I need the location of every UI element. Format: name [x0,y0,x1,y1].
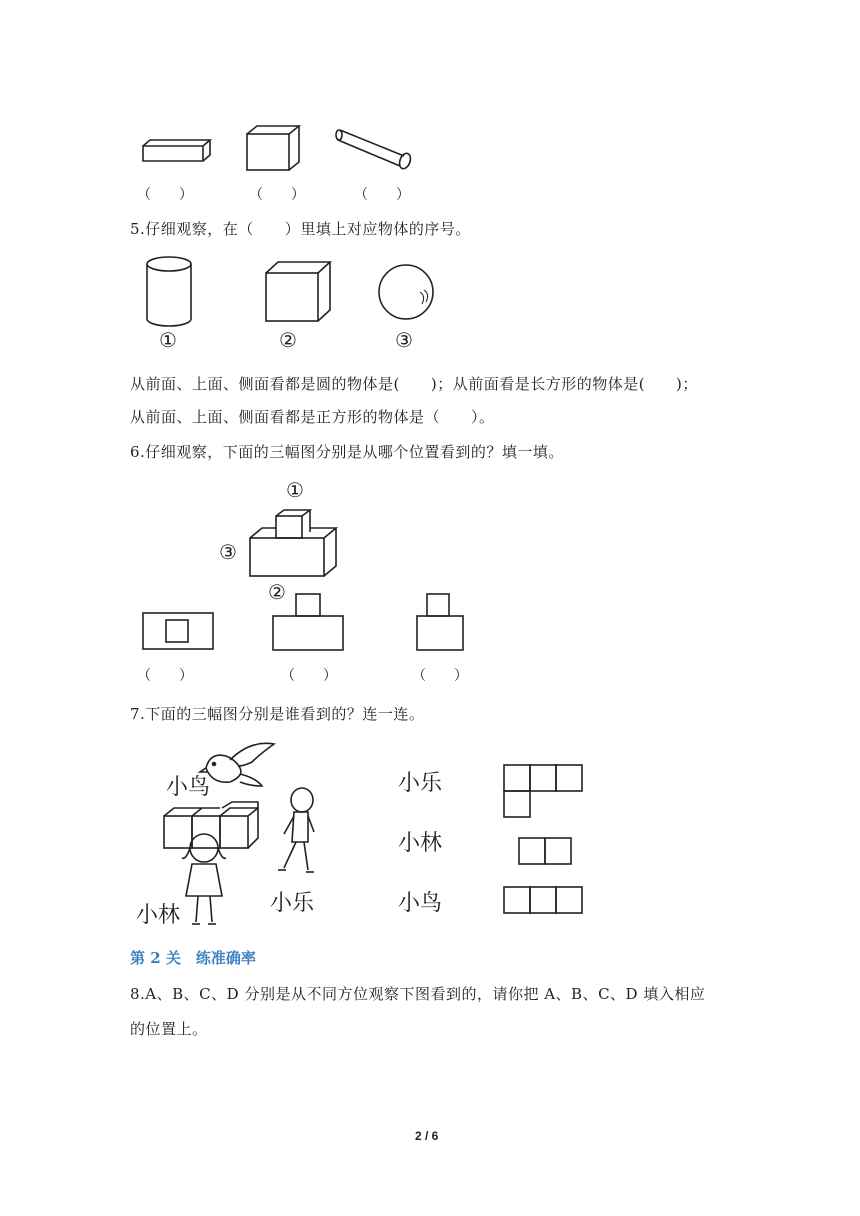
stacked-blocks-figure [248,508,348,580]
view-three-squares-figure[interactable] [503,886,585,916]
q6-paren-2[interactable]: （ ） [281,668,337,684]
view-front-figure [272,592,344,652]
q4-paren-3[interactable]: （ ） [354,187,410,203]
label-1: ① [159,328,177,352]
cylinder-rod-figure [336,126,416,172]
marker-3: ③ [219,540,237,564]
q5-line1: 从前面、上面、侧面看都是圆的物体是( )；从前面看是长方形的物体是( )； [130,375,698,393]
cube-figure-2 [264,260,332,324]
q5-line2: 从前面、上面、侧面看都是正方形的物体是（ ）。 [130,408,495,426]
q6-paren-3[interactable]: （ ） [412,668,468,684]
q4-paren-1[interactable]: （ ） [137,187,193,203]
scene-label-xiaole: 小乐 [270,891,315,916]
label-2: ② [279,328,297,352]
view-top-figure [142,612,214,652]
girl-figure [176,830,232,930]
scene-label-xiaolin: 小林 [136,903,181,928]
cuboid-flat-figure [140,138,212,164]
view-l-shape-figure[interactable] [503,764,585,820]
name-xiaolin[interactable]: 小林 [398,831,443,856]
view-two-squares-figure[interactable] [518,837,574,867]
q5-title: 5.仔细观察，在（ ）里填上对应物体的序号。 [130,220,471,238]
q4-paren-2[interactable]: （ ） [249,187,305,203]
sphere-figure [376,262,438,324]
scene-label-bird: 小鸟 [166,775,211,800]
q6-title: 6.仔细观察，下面的三幅图分别是从哪个位置看到的？填一填。 [130,443,564,461]
cube-figure [245,124,303,172]
page-number: 2 / 6 [415,1129,439,1143]
marker-2: ② [268,580,286,604]
q7-title: 7.下面的三幅图分别是谁看到的？连一连。 [130,705,425,723]
bird-figure [200,738,280,794]
cylinder-figure [145,255,195,331]
name-bird[interactable]: 小鸟 [398,891,443,916]
q8-line1: 8.A、B、C、D 分别是从不同方位观察下图看到的，请你把 A、B、C、D 填入相应 [130,985,706,1003]
marker-1: ① [286,478,304,502]
q8-line2: 的位置上。 [130,1020,208,1038]
q6-paren-1[interactable]: （ ） [137,668,193,684]
label-3: ③ [395,328,413,352]
boy-figure [274,786,326,878]
name-xiaole[interactable]: 小乐 [398,771,443,796]
view-side-figure [416,592,466,652]
section-title: 第 2 关 练准确率 [130,949,256,967]
